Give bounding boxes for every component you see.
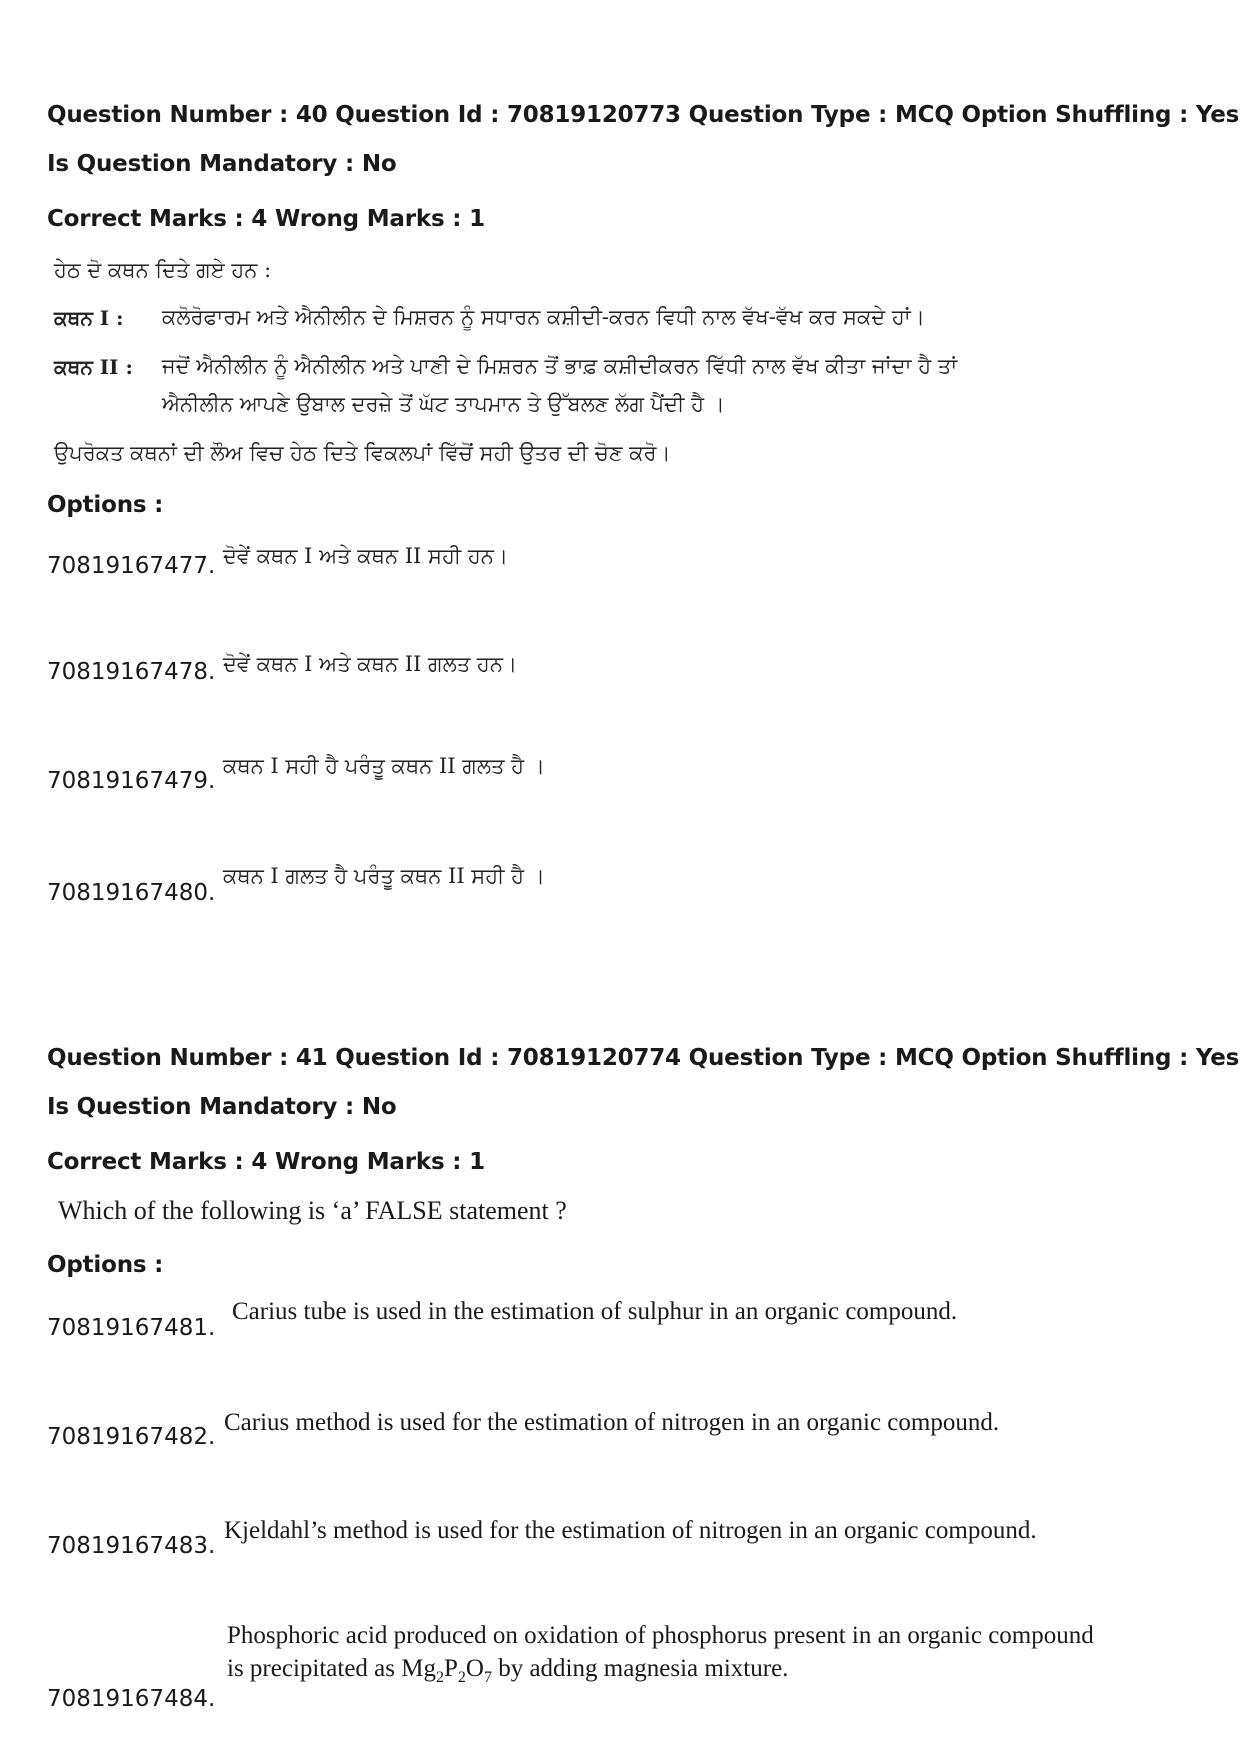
q41-option3-id: 70819167483.	[47, 1533, 216, 1559]
q40-statement1-label: ਕਥਨ I :	[54, 306, 124, 330]
q40-option4-id: 70819167480.	[47, 880, 216, 906]
q40-option4-text[interactable]: ਕਥਨ I ਗਲਤ ਹੈ ਪਰੰਤੂ ਕਥਨ II ਸਹੀ ਹੈ ।	[223, 864, 545, 888]
q41-option4-mid1: P	[443, 1655, 458, 1682]
q40-option3-text[interactable]: ਕਥਨ I ਸਹੀ ਹੈ ਪਰੰਤੂ ਕਥਨ II ਗਲਤ ਹੈ ।	[223, 754, 545, 778]
q41-header-line1: Question Number : 41 Question Id : 70819120774 Question Type : MCQ Option Shuffling : Yes	[47, 1045, 1240, 1071]
q40-options-label: Options :	[47, 492, 164, 518]
q40-option2-text[interactable]: ਦੋਵੇਂ ਕਥਨ I ਅਤੇ ਕਥਨ II ਗਲਤ ਹਨ।	[223, 652, 518, 676]
q40-instruction: ਉਪਰੋਕਤ ਕਥਨਾਂ ਦੀ ਲੌਅ ਵਿਚ ਹੇਠ ਦਿਤੇ ਵਿਕਲਪਾਂ ਵਿੱਚੋਂ ਸਹੀ ਉਤਰ ਦੀ ਚੋਣ ਕਰੋ।	[54, 441, 671, 465]
q40-marks: Correct Marks : 4 Wrong Marks : 1	[47, 206, 485, 232]
q41-option4-mid2: O	[465, 1655, 484, 1682]
q41-option4-text-line1[interactable]: Phosphoric acid produced on oxidation of phosphorus present in an organic compound	[227, 1622, 1094, 1649]
q41-header-line2: Is Question Mandatory : No	[47, 1094, 397, 1120]
q41-option2-text[interactable]: Carius method is used for the estimation of nitrogen in an organic compound.	[224, 1409, 1000, 1436]
q41-marks: Correct Marks : 4 Wrong Marks : 1	[47, 1149, 485, 1175]
q41-option4-sub2: 2	[457, 1669, 466, 1686]
q40-statement2-label: ਕਥਨ II :	[54, 355, 133, 379]
q40-option3-id: 70819167479.	[47, 768, 216, 794]
q41-option4-sub1: 2	[435, 1669, 444, 1686]
q41-option4-prefix: is precipitated as Mg	[227, 1655, 436, 1682]
q40-option1-text[interactable]: ਦੋਵੇਂ ਕਥਨ I ਅਤੇ ਕਥਨ II ਸਹੀ ਹਨ।	[223, 544, 509, 568]
q41-option2-id: 70819167482.	[47, 1424, 216, 1450]
q40-statement1-text: ਕਲੋਰੋਫਾਰਮ ਅਤੇ ਐਨੀਲੀਨ ਦੇ ਮਿਸ਼ਰਨ ਨੂੰ ਸਧਾਰਨ ਕਸ਼ੀਦੀ-ਕਰਨ ਵਿਧੀ ਨਾਲ ਵੱਖ-ਵੱਖ ਕਰ ਸਕਦੇ ਹਾਂ।	[162, 305, 925, 329]
q41-option4-suffix: by adding magnesia mixture.	[491, 1655, 789, 1682]
q40-header-line2: Is Question Mandatory : No	[47, 151, 397, 177]
q40-header-line1: Question Number : 40 Question Id : 70819120773 Question Type : MCQ Option Shuffling : Yes	[47, 102, 1240, 128]
q41-stem: Which of the following is ‘a’ FALSE statement ?	[58, 1196, 567, 1225]
q41-option1-id: 70819167481.	[47, 1315, 216, 1341]
q41-option4-sub3: 7	[483, 1669, 492, 1686]
q40-option2-id: 70819167478.	[47, 659, 216, 685]
q41-option4-id: 70819167484.	[47, 1686, 216, 1712]
q40-option1-id: 70819167477.	[47, 553, 216, 579]
q41-option3-text[interactable]: Kjeldahl’s method is used for the estimation of nitrogen in an organic compound.	[224, 1517, 1037, 1544]
q41-options-label: Options :	[47, 1252, 164, 1278]
q40-intro: ਹੇਠ ਦੋ ਕਥਨ ਦਿਤੇ ਗਏ ਹਨ :	[54, 258, 272, 282]
q40-statement2-text-line1: ਜਦੋਂ ਐਨੀਲੀਨ ਨੂੰ ਐਨੀਲੀਨ ਅਤੇ ਪਾਣੀ ਦੇ ਮਿਸ਼ਰਨ ਤੋਂ ਭਾਫ਼ ਕਸ਼ੀਦੀਕਰਨ ਵਿੱਧੀ ਨਾਲ ਵੱਖ ਕੀਤਾ ਜਾਂਦਾ ਹੈ ਤਾਂ	[162, 354, 958, 378]
q40-statement2-text-line2: ਐਨੀਲੀਨ ਆਪਣੇ ਉਬਾਲ ਦਰਜ਼ੇ ਤੋਂ ਘੱਟ ਤਾਪਮਾਨ ਤੇ ਉੱਬਲਣ ਲੱਗ ਪੈਂਦੀ ਹੈ ।	[162, 392, 725, 416]
q41-option1-text[interactable]: Carius tube is used in the estimation of sulphur in an organic compound.	[232, 1298, 958, 1325]
q41-option4-text-line2[interactable]	[227, 1655, 788, 1687]
